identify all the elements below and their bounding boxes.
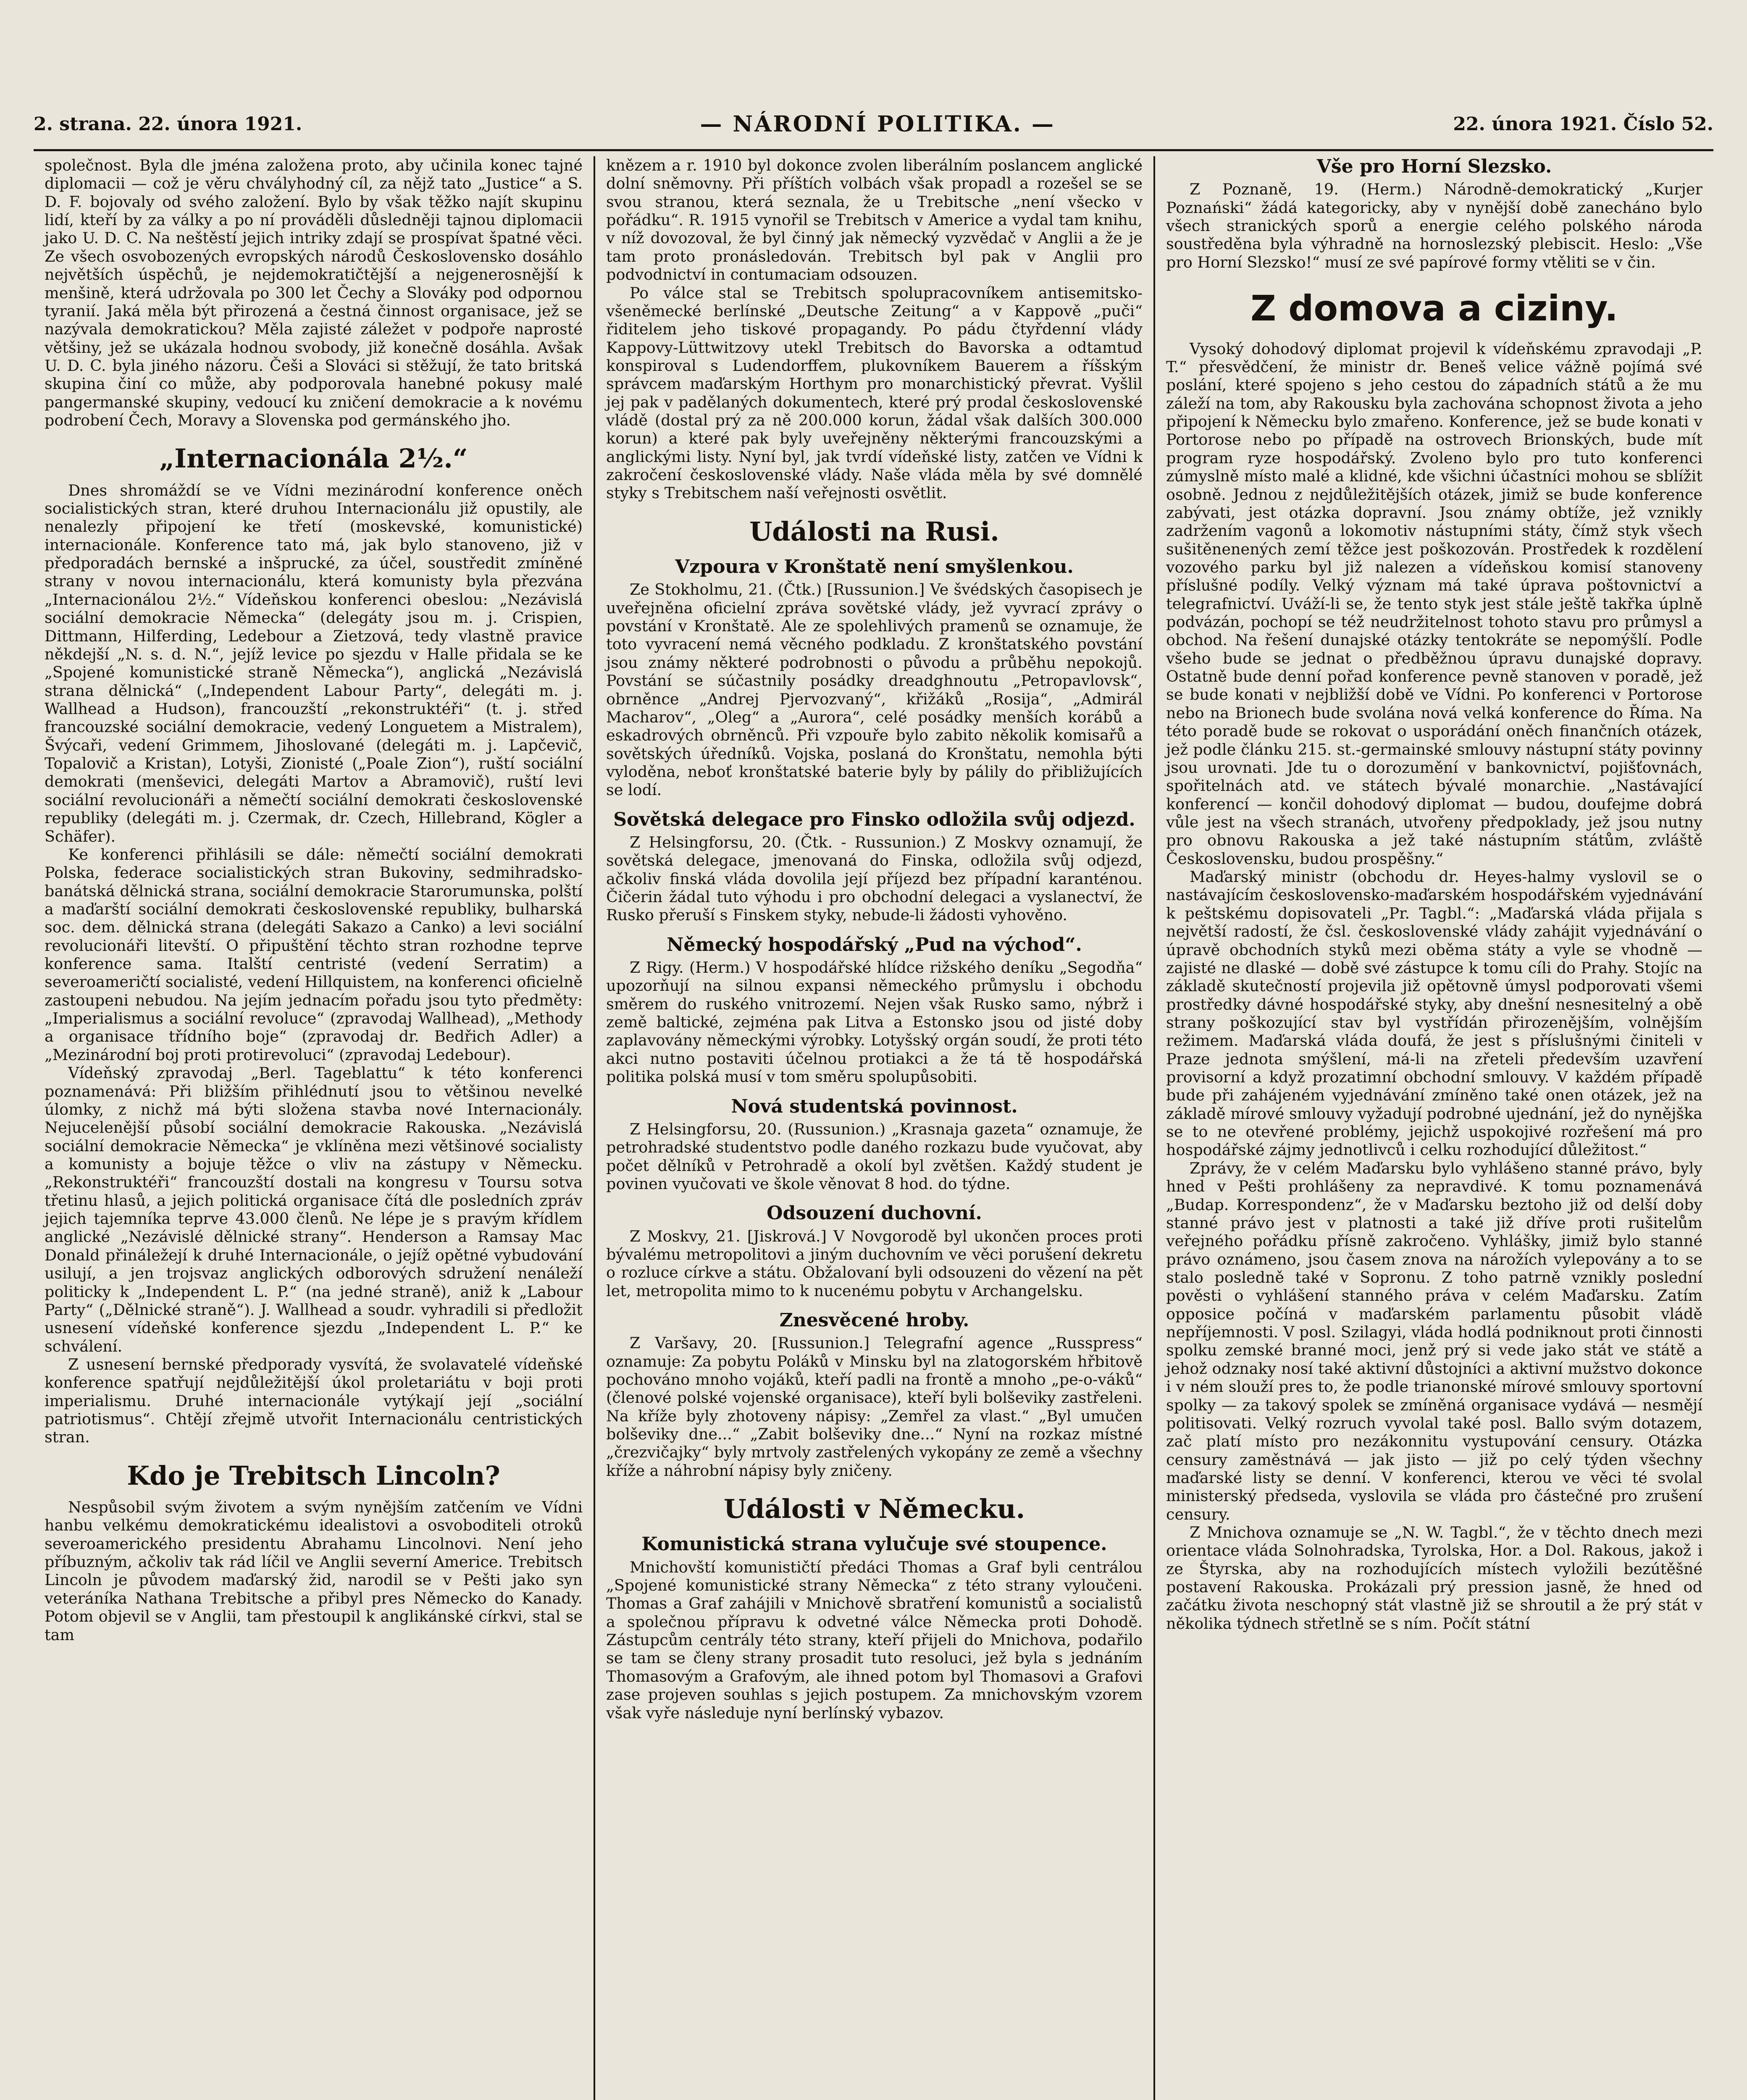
paragraph: společnost. Byla dle jména založena proto, aby učinila konec tajné diplomacii — což je věru chvályhodný cíl, za nějž tato „Justice“ a S. D. F. bojovaly od svého založení. Bylo by však těžko najít skupinu lidí, kteří by za války a po ní prováděli důsledněji tajnou diplomacii jako U. D. C. Na neštěstí jejich intriky zdají se prospívat špatné věci. Ze všech osvobozených evropských národů Československo dosáhlo největších úspěchů, je nejdemokratičtější a nejgenerosnější k menšině, která udržovala po 300 let Čechy a Slováky pod odpornou tyranií. Jaká měla být přirozená a čestná činnost organisace, jež se nazývala demokratickou? Měla zajisté záležet v podpoře naprosté většiny, jež se ukázala hodnou svobody, již konečně dosáhla. Avšak U. D. C. byla jiného názoru. Češi a Slováci si stěžují, že tato britská skupina činí co může, aby podporovala hanebné pokusy malé pangermanské skupiny, vedoucí ku zničení demokracie a k novému podrobení Čech, Moravy a Slovenska pod germánského jho. — [45, 156, 583, 430]
paragraph: Vídeňský zpravodaj „Berl. Tageblattu“ k této konferenci poznamenává: Při bližším přihlédnutí jsou to většinou nevelké úlomky, z nichž má býti složena stavba nové Internacionály. Nejucelenější působí sociální demokracie Rakouska. „Nezávislá sociální demokracie Německa“ je vklíněna mezi většinové socialisty a komunisty a bojuje těžce o vliv na zástupy v Německu. „Rekonstruktéři“ francouzští dostali na kongresu v Toursu sotva třetinu hlasů, a jejich politická organisace čítá dle posledních zpráv jejich tajemníka teprve 43.000 členů. Ne lépe je s pravým křídlem anglické „Nezávislé dělnické strany“. Henderson a Ramsay Mac Donald přináležejí k druhé Internacionále, o jejíž opětné vybudování usilují, a jen trojsvaz anglických odborových sdružení nenáleží politicky k „Independent L. P.“ (na jedné straně), aniž k „Labour Party“ („Dělnické straně“). J. Wallhead a soudr. vyhradili si předložit usnesení vídeňské konference sjezdu „Independent L. P.“ ke schválení. — [45, 1064, 583, 1355]
masthead — [34, 99, 1713, 151]
subheadline: Odsouzení duchovní. — [767, 1202, 982, 1224]
masthead-left: 2. strana. 22. února 1921. — [34, 113, 302, 135]
column-3 — [1153, 156, 1713, 2100]
paragraph: Z Helsingforsu, 20. (Russunion.) „Krasnaja gazeta“ oznamuje, že petrohradské studentstvo podle daného rozkazu bude vyučovat, aby počet dělníků v Petrohradě a okolí byl zvětšen. Každý student je povinen vyučovati ve škole věnovat 8 hod. do týdne. — [606, 1120, 1143, 1193]
headline-slezsko: Vše pro Horní Slezsko. — [1316, 156, 1552, 177]
headline-trebitsch: Kdo je Trebitsch Lincoln? — [127, 1460, 500, 1491]
paragraph: Dnes shromáždí se ve Vídni mezinárodní konference oněch socialistických stran, které druhou Internacionálu již opustily, ale nenalezly připojení ke třetí (moskevské, komunistické) internacionále. Konference tato má, jak bylo stanoveno, již v předporadách bernské a inšprucké, za účel, soustředit zmíněné strany v novou internacionálu, která komunisty byla přezvána „Internacionálou 2½.“ Vídeňskou konferenci obeslou: „Nezávislá sociální demokracie Německa“ (delegáty jsou m. j. Crispien, Dittmann, Hilferding, Ledebour a Zietzová, tedy vlastně pravice někdejší „N. s. d. N.“, jejíž levice po sjezdu v Halle přidala se ke „Spojené komunistické straně Německa“), anglická „Nezávislá strana dělnická“ („Independent Labour Party“, delegáti m. j. Wallhead a Hudson), francouzští „rekonstruktéři“ (t. j. střed francouzské sociální demokracie, vedený Longuetem a Mistralem), Švýcaři, vedení Grimmem, Jihoslované (delegáti m. j. Lapčevič, Topalovič a Kristan), Lotyši, Zionisté („Poale Zion“), ruští sociální demokrati (menševici, delegáti Martov a Abramovič), ruští levi sociální revolucionáři a němečtí sociální demokrati československé republiky (delegáti m. j. Czermak, dr. Czech, Hillebrand, Kögler a Schäfer). — [45, 481, 583, 845]
subheadline: Německý hospodářský „Pud na východ“. — [667, 934, 1082, 956]
masthead-title: — NÁRODNÍ POLITIKA. — — [700, 111, 1055, 137]
article-columns — [34, 156, 1713, 2100]
subheadline: Komunistická strana vylučuje své stoupence. — [641, 1533, 1107, 1555]
headline-rus: Události na Rusi. — [749, 516, 999, 547]
paragraph: Z Mnichova oznamuje se „N. W. Tagbl.“, že v těchto dnech mezi orientace vláda Solnohradska, Tyrolska, Hor. a Dol. Rakous, jakož i ze Štyrska, aby na rozhodujících místech vyložili bezútěšné postavení Rakouska. Prokázali prý pression jasně, že hned od začátku života neschopný stát vlastně již se shroutil a že prý stát v několika týdnech střetlně se s ním. Počít státní — [1166, 1523, 1702, 1633]
paragraph: Z Poznaně, 19. (Herm.) Národně-demokratický „Kurjer Poznański“ žádá kategoricky, aby v nynější době zanecháno bylo všech stranických sporů a energie celého polského národa soustředěna byla výhradně na hornoslezský plebiscit. Heslo: „Vše pro Horní Slezsko!“ musí ze své papírové formy vtěliti se v čin. — [1166, 180, 1702, 271]
paragraph: Vysoký dohodový diplomat projevil k vídeňskému zpravodaji „P. T.“ přesvědčení, že ministr dr. Beneš velice vážně pojímá své poslání, které spojeno s jeho cestou do západních států a že mu záleží na tom, aby Rakousku byla zachována schopnost života a jeho připojení k Německu bylo zmařeno. Konference, jež se bude konati v Portorose nebo po případě na ostrovech Brionských, bude mít program ryze hospodářský. Zvoleno bylo pro tuto konferenci zúmyslně místo malé a klidné, kde všichni účastníci mohou se sblížit osobně. Jednou z nejdůležitějších otázek, jimiž se bude konference zabývati, jest otázka dopravní. Jsou známy obtíže, jež vznikly zadržením vagonů a lokomotiv nástupními státy, čímž styk všech sušitěnenených zemí těžce jest poškozován. Prostředek k rozdělení vozového parku byl již nalezen a vídeňskou komisí stanoveny příslušné podíly. Velký význam má také úprava poštovnictví a telegrafnictví. Uváží-li se, že tento styk jest stále ještě takřka úplně podvázán, pochopí se též neudržitelnost tohoto stavu pro průmysl a obchod. Na řešení dunajské otázky tentokráte se nepomýšlí. Podle všeho bude se jednat o předběžnou úpravu dunajské dopravy. Ostatně bude denní pořad konference pevně stanoven v poradě, jež se bude konati v nejbližší době ve Vídni. Po konferenci v Portorose nebo na Brionech bude svolána nová velká konference do Říma. Na této poradě bude se rokovat o usporádání oněch finančních otázek, jež podle článku 215. st.-germainské smlouvy nástupní státy povinny jsou urovnati. Jde tu o dorozumění v bankovnictví, pojišťovnách, spořitelnách atd. ve státech bývalé monarchie. „Nastávající konferencí — končil dohodový diplomat — budou, doufejme dobrá vůle jest na všech stranách, utvořeny předpoklady, jež jsou nutny pro obnovu Rakouska a jež také nástupním státům, zvláště Československu, budou prospěšny.“ — [1166, 339, 1702, 868]
paragraph: Ze Stokholmu, 21. (Čtk.) [Russunion.] Ve švédských časopisech je uveřejněna oficielní zpráva sovětské vlády, jež vyvrací zprávy o povstání v Kronštatě. Ale ze spolehlivých pramenů se oznamuje, že toto vyvracení nemá věcného podkladu. Z kronštatského povstání jsou známy některé podrobnosti o původu a průběhu nepokojů. Povstání se súčastnily posádky dreadghnoutu „Petropavlovsk“, obrněnce „Andrej Pjervozvaný“, křižáků „Rosija“, „Admirál Macharov“, „Oleg“ a „Aurora“, celé posádky menších korábů a eskadrových obrněnců. Při vzpouře bylo zabito několik komisařů a sovětských úředníků. Vojska, poslaná do Kronštatu, nemohla býti vyloděna, neboť kronštatské baterie byly by pálily do přibližujících se lodí. — [606, 580, 1143, 799]
subheadline: Sovětská delegace pro Finsko odložila svůj odjezd. — [613, 808, 1135, 830]
column-1 — [34, 156, 594, 2100]
headline-internacionala: „Internacionála 2½.“ — [159, 443, 468, 474]
headline-nemecko: Události v Německu. — [723, 1494, 1025, 1525]
paragraph: Z Moskvy, 21. [Jiskrová.] V Novgorodě byl ukončen proces proti bývalému metropolitovi a jiným duchovním ve věci porušení dekretu o rozluce církve a státu. Obžalovaní byli odsouzeni do vězení na pět let, metropolita mimo to k nucenému pobytu v Archangelsku. — [606, 1227, 1143, 1300]
subheadline: Znesvěcené hroby. — [779, 1309, 969, 1331]
paragraph: Ke konferenci přihlásili se dále: němečtí sociální demokrati Polska, federace socialistických stran Bukoviny, sedmihradsko-banátská dělnická strana, sociální demokracie Starorumunska, polští a maďarští sociální demokrati československé republiky, bulharská soc. dem. dělnická strana (delegáti Sakazo a Canko) a levi sociální revolucionáři litevští. O připuštění těchto stran rozhodne teprve konference sama. Italští centristé (vedení Serratim) a severoameričtí socialisté, vedení Hillquistem, na konferenci oficielně zastoupeni nebudou. Na jejím jednacím pořadu jsou tyto předměty: „Imperialismus a sociální revoluce“ (zpravodaj Wallhead), „Methody a organisace třídního boje“ (zpravodaj dr. Bedřich Adler) a „Mezinárodní boj proti protirevoluci“ (zpravodaj Ledebour). — [45, 845, 583, 1064]
paragraph: Zprávy, že v celém Maďarsku bylo vyhlášeno stanné právo, byly hned v Pešti prohlášeny za nepravdivé. K tomu poznamenává „Budap. Korrespondenz“, že v Maďarsku beztoho již od delší doby stanné právo jest v platnosti a také již dříve proti rušitelům veřejného pořádku přísně zakročeno. Vyhlášky, jimiž bylo stanné právo oznámeno, jsou časem znova na nárožích vylepovány a to se stalo posledně také v Sopronu. Z toho patrně vznikly poslední pověsti o vyhlášení stanného práva v celém Maďarsku. Zatím opposice počíná v maďarském parlamentu působit vládě nepříjemnosti. V posl. Szilagyi, vláda hodlá podniknout proti činnosti spolku zemské branné moci, jenž prý si vede jako stát ve státě a jehož odznaky nosí také aktivní důstojníci a aktivní mužstvo dokonce i v ném slouží pres to, že podle trianonské mírové smlouvy sportovní spolky — za takový spolek se zmíněná organisace vydává — nesmějí politisovati. Velký rozruch vyvolal také posl. Ballo svým dotazem, zač platí místo pro nezákonnitu vystupování censury. Otázka censury zaměstnává — jak jisto — již po celý týden všechny maďarské listy se denní. V konferenci, kterou ve věci té svolal ministerský předseda, vyslovila se vláda pro částečné pro zrušení censury. — [1166, 1159, 1702, 1523]
column-2 — [594, 156, 1153, 2100]
paragraph: Nespůsobil svým životem a svým nynějším zatčením ve Vídni hanbu velkému demokratickému idealistovi a osvoboditeli otroků severoamerického presidentu Abrahamu Lincolnovi. Není jeho příbuzným, ačkoliv tak rád líčil ve Anglii severní Americe. Trebitsch Lincoln je původem maďarský žid, narodil se v Pešti jako syn veteráníka Nathana Trebitsche a přibyl pres Německo do Kanady. Potom objevil se v Anglii, tam přestoupil k anglikánské církvi, stal se tam — [45, 1498, 583, 1644]
paragraph: Z usnesení bernské předporady vysvítá, že svolavatelé vídeňské konference spatřují nejdůležitější úkol proletariátu v boji proti imperialismu. Druhé internacionále vytýkají její „sociální patriotismus“. Chtějí zřejmě utvořit Internacionálu centristických stran. — [45, 1355, 583, 1446]
paragraph: Mnichovští komunističtí předáci Thomas a Graf byli centrálou „Spojené komunistické strany Německa“ z této strany vyloučeni. Thomas a Graf zahájili v Mnichově sbratření komunistů a socialistů a společnou přípravu k odvetné válce Německa proti Dohodě. Zástupcům centrály této strany, kteří přijeli do Mnichova, podařilo se tam se členy strany prosadit tuto resoluci, jež byla s jednáním Thomasovým a Grafovým, ale ihned potom byl Thomasovi a Grafovi zase projeven souhlas s jejich postupem. Za mnichovským vzorem však vyře následuje nyní berlínský vybazov. — [606, 1558, 1143, 1722]
subheadline: Nová studentská povinnost. — [731, 1095, 1018, 1117]
masthead-right: 22. února 1921. Číslo 52. — [1453, 113, 1713, 135]
paragraph: knězem a r. 1910 byl dokonce zvolen liberálním poslancem anglické dolní sněmovny. Při příštích volbách však propadl a rozešel se se svou stranou, která seznala, že u Trebitsche „není všecko v pořádku“. R. 1915 vynořil se Trebitsch v Americe a vydal tam knihu, v níž dovozoval, že byl činný jak německý vyzvědač v Anglii a že je tam proto pronásledován. Trebitsch byl pak v Anglii pro podvodnictví in contumaciam odsouzen. — [606, 156, 1143, 284]
paragraph: Po válce stal se Trebitsch spolupracovníkem antisemitsko-všeněmecké berlínské „Deutsche Zeitung“ a v Kappově „puči“ řiditelem jeho tiskové propagandy. Po pádu čtyřdenní vlády Kappovy-Lüttwitzovy utekl Trebitsch do Bavorska a odtamtud konspiroval s Ludendorffem, plukovníkem Bauerem a říšským správcem maďarským Horthym pro monarchistický převrat. Vyšlil jej pak v padělaných dokumentech, které prý prodal československé vládě (dostal prý za ně 200.000 korun, žádal však dalších 300.000 korun) a které pak byly uveřejněny některými francouzskými a anglickými listy. Nyní byl, jak tvrdí vídeňské listy, zatčen ve Vídni k zakročení československé vlády. Naše vláda měla by své domnělé styky s Trebitschem naší veřejnosti osvětlit. — [606, 284, 1143, 502]
paragraph: Maďarský ministr (obchodu dr. Heyes-halmy vyslovil se o nastávajícím československo-maďarském hospodářském vyjednávání k peštskému dopisovateli „Pr. Tagbl.“: „Maďarská vláda přijala s největší radostí, že čsl. československé vlády zahájit vyjednávání o úpravě obchodních styků mezi oběma státy a vyle se vhodně — zajisté ne dlaské — době své zástupce k tomu cíli do Prahy. Stojíc na základě skutečností projevila již opětovně úmysl podporovati všemi prostředky dávné hospodářské styky, aby dnešní nesnesitelný a obě strany poškozující stav byl vystřídán přirozenějším, volnějším režimem. Maďarská vláda doufá, že jest s příslušnými činiteli v Praze jednota smýšlení, má-li na zřeteli především uzavření provisorní a když prozatimní obchodní smlouvy. V každém případě bude při zahájeném vyjednávání zmíněno také onen otázek, jež na základě mírové smlouvy vyžadují podrobné ujednání, jež do nynějška se to ne otevřené problémy, jejichž uspokojivé rozřešení má pro hospodářské zájmy jednotlivců i celku rozhodující důležitost.“ — [1166, 868, 1702, 1159]
paragraph: Z Helsingforsu, 20. (Čtk. - Russunion.) Z Moskvy oznamují, že sovětská delegace, jmenovaná do Finska, odložila svůj odjezd, ačkoliv finská vláda dovolila její příjezd bez případní karanténou. Čičerin žádal tuto výhodu i pro obchodní delegaci a vyslanectví, že Rusko přeruší s Finskem styky, nebude-li žádosti vyhověno. — [606, 833, 1143, 924]
paragraph: Z Varšavy, 20. [Russunion.] Telegrafní agence „Russpress“ oznamuje: Za pobytu Poláků v Minsku byl na zlatogorském hřbitově pochováno mnoho vojáků, kteří padli na frontě a mnoho „pe-o-váků“ (členové polské vojenské organisace), kteří byli bolševiky zastřeleni. Na kříže byly zhotoveny nápisy: „Zemřel za vlast.“ „Byl umučen bolševiky dne...“ „Zabit bolševiky dne...“ Nyní na rozkaz místné „črezvičajky“ byly mrtvoly zastřelených vykopány ze země a všechny kříže a náhrobní nápisy byly zničeny. — [606, 1334, 1143, 1480]
headline-z-domova: Z domova a ciziny. — [1250, 288, 1618, 329]
paragraph: Z Rigy. (Herm.) V hospodářské hlídce rižského deníku „Segodňa“ upozorňují na silnou expansi německého průmyslu i obchodu směrem do ruského vnitrozemí. Nejen však Rusko samo, nýbrž i země baltické, zejména pak Litva a Estonsko jsou od jisté doby zaplavovány německými výrobky. Lotyšský orgán soudí, že proti této akci nutno postaviti účelnou protiakci a že tá tě hospodářská politika polská musí v tom směru spolupůsobiti. — [606, 958, 1143, 1086]
subheadline: Vzpoura v Kronštatě není smyšlenkou. — [675, 556, 1074, 578]
